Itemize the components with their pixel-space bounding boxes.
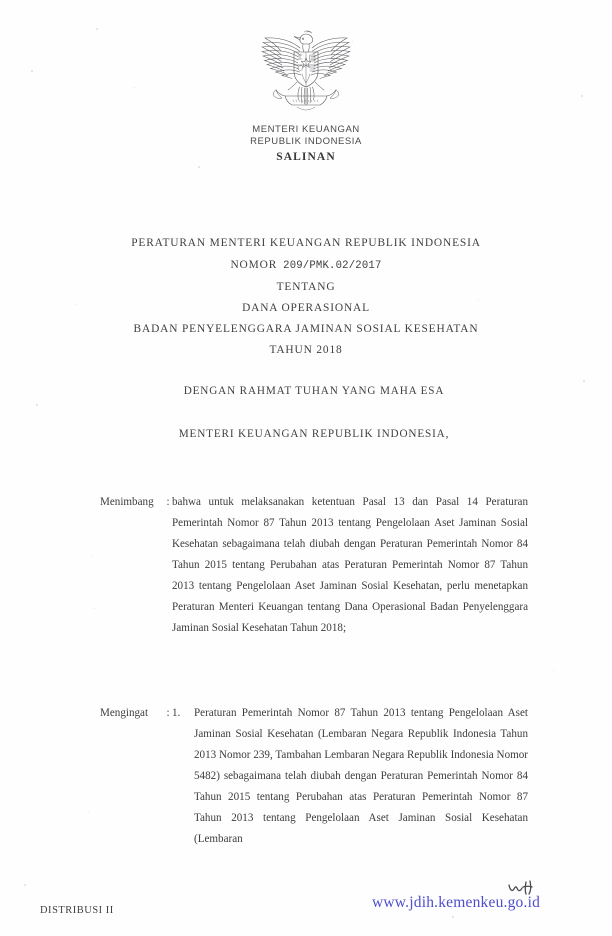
subject-line-1: DANA OPERASIONAL	[242, 302, 370, 314]
clause-text: bahwa untuk melaksanakan ketentuan Pasal 13 dan Pasal 14 Peraturan Pemerintah Nomor 87 Tahun 2013 tentang Pengelolaan Aset Jaminan Sosial Kesehatan sebagaimana telah diubah dengan Peraturan Pemerintah Nomor 84 Tahun 2015 tentang Perubahan atas Peraturan Pemerintah Nomor 87 Tahun 2013 tentang Pengelolaan Aset Jaminan Sosial Kesehatan, perlu menetapkan Peraturan Menteri Keuangan tentang Dana Operasional Badan Penyelenggara Jaminan Sosial Kesehatan Tahun 2018;	[172, 496, 528, 634]
list-item-text: Peraturan Pemerintah Nomor 87 Tahun 2013 tentang Pengelolaan Aset Jaminan Sosial Kesehatan (Lembaran Negara Republik Indonesia Tahun 2013 Nomor 239, Tambahan Lembaran Negara Republik Indonesia Nomor 5482) sebagaimana telah diubah dengan Peraturan Pemerintah Nomor 84 Tahun 2015 tentang Perubahan atas Peraturan Pemerintah Nomor 87 Tahun 2013 tentang Pengelolaan Aset Jaminan Sosial Kesehatan (Lembaran	[194, 707, 528, 845]
regulation-title-line: PERATURAN MENTERI KEUANGAN REPUBLIK INDONESIA	[131, 237, 481, 249]
emblem-container	[0, 26, 612, 118]
scan-speckle	[553, 670, 554, 671]
scan-speckle	[88, 812, 89, 813]
clause-mengingat	[100, 703, 528, 850]
ministry-name-line-2: REPUBLIK INDONESIA	[250, 136, 362, 147]
scan-speckle	[36, 404, 38, 406]
clause-menimbang	[100, 492, 528, 639]
distribution-label: DISTRIBUSI II	[40, 905, 114, 916]
scan-speckle	[24, 884, 26, 886]
clause-colon: :	[166, 707, 170, 719]
clause-label: Mengingat	[100, 707, 149, 719]
subject-line-2: BADAN PENYELENGGARA JAMINAN SOSIAL KESEHATAN	[133, 323, 479, 335]
regulation-number-line	[0, 259, 612, 272]
copy-stamp: SALINAN	[276, 151, 336, 163]
scan-speckle	[583, 380, 585, 382]
nomor-label: NOMOR	[230, 259, 278, 271]
scan-speckle	[92, 556, 93, 557]
clause-list	[172, 703, 528, 850]
issuer-line: MENTERI KEUANGAN REPUBLIK INDONESIA,	[178, 428, 450, 440]
tentang-label: TENTANG	[276, 281, 336, 293]
garuda-pancasila-emblem	[248, 26, 364, 118]
ministry-name-line-1: MENTERI KEUANGAN	[252, 124, 360, 135]
invocation-line: DENGAN RAHMAT TUHAN YANG MAHA ESA	[183, 385, 445, 397]
scan-speckle	[198, 166, 200, 168]
clause-colon: :	[166, 496, 170, 508]
clause-label: Menimbang	[100, 496, 154, 508]
list-item-number: 1.	[172, 707, 181, 719]
nomor-value: 209/PMK.02/2017	[283, 260, 382, 272]
subject-year: TAHUN 2018	[269, 344, 343, 356]
scan-speckle	[452, 916, 454, 918]
scan-speckle	[94, 608, 95, 609]
watermark-url[interactable]: www.jdih.kemenkeu.go.id	[372, 894, 541, 911]
